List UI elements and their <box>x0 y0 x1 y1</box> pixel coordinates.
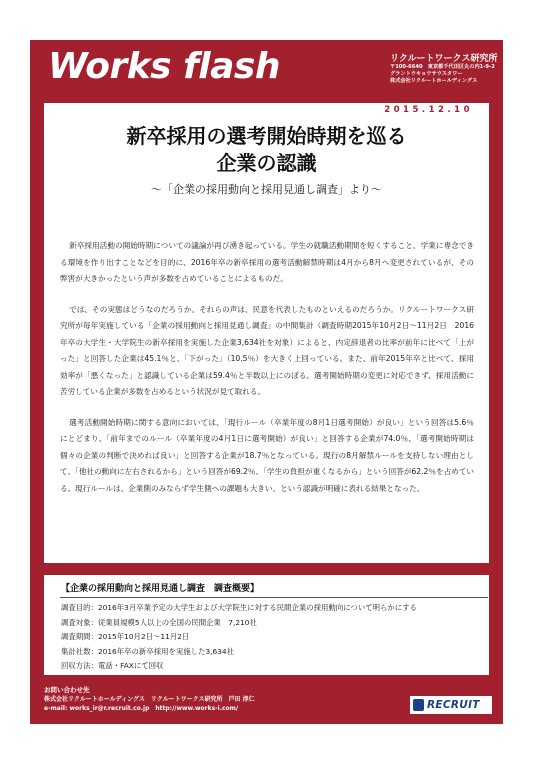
org-building-line: グラントウキョウサウスタワー <box>390 71 463 77</box>
subtitle: ～「企業の採用動向と採用見通し調査」より～ <box>151 183 382 196</box>
paragraph-2: では、その実態はどうなのだろうか。それらの声は、民意を代表したものといえるのだろうか。リクルートワークス研究所が毎年実施している「企業の採用動向と採用見通し調査」の中間集計（調査時期2015年10月2日～11月2日 2016年卒の大学生・大学院生の新卒採用を実施した企業3,634社を対象）によると、内定辞退者の比率が前年に比べて「上がった」と回答した企業は45.1％と、「下がった」（10.5％）を大きく上回っている。また、前年2015年卒と比べて、採用効率が「悪くなった」と認識している企業は59.4％と半数以上にのぼる。選考開始時期の変更に対応できず、採用活動に苦労している企業が多数を占めるという状況が見て取れる。 <box>60 304 474 396</box>
article-body <box>60 238 474 511</box>
title-line-1: 新卒採用の選考開始時期を巡る <box>126 124 407 148</box>
survey-summary <box>44 575 489 675</box>
summary-row-target: 調査対象：従業員規模5人以上の全国の民間企業 7,210社 <box>61 617 257 627</box>
summary-row-method: 回収方法：電話・FAXにて回収 <box>61 661 164 670</box>
recruit-logo <box>410 696 492 714</box>
article-panel <box>44 103 489 563</box>
works-flash-logo: Works flash <box>48 46 280 87</box>
contact-info <box>44 686 255 713</box>
summary-rows <box>61 601 486 674</box>
summary-row-count: 集計社数：2016年卒の新卒採用を実施した3,634社 <box>61 646 234 656</box>
issue-date: 2015.12.10 <box>384 105 473 115</box>
recruit-mark-icon <box>413 699 424 711</box>
org-name: リクルートワークス研究所 <box>390 54 498 64</box>
summary-divider <box>60 597 488 598</box>
org-address-line: 〒100-6640 東京都千代田区丸の内1-9-2 <box>390 64 495 70</box>
contact-email-url: e-mail: works_ir@r.recruit.co.jp http://www.works-i.com/ <box>44 705 239 712</box>
summary-row-period: 調査期間：2015年10月2日～11月2日 <box>61 632 190 641</box>
header <box>30 40 503 98</box>
paragraph-1: 新卒採用活動の開始時期についての議論が再び湧き起っている。学生の就職活動期間を短くすること、学業に専念できる環境を作り出すことなどを目的に、2016年卒の新卒採用の選考活動解禁時期は4月から8月へ変更されているが、その弊害が大きかったという声が多数を占めていることによるものだ。 <box>60 241 474 283</box>
org-company-line: 株式会社リクルートホールディングス <box>390 78 478 84</box>
recruit-wordmark: RECRUIT <box>427 699 480 711</box>
summary-heading: 【企業の採用動向と採用見通し調査 調査概要】 <box>61 584 260 594</box>
contact-person: 株式会社リクルートホールディングス リクルートワークス研究所 戸田 淳仁 <box>44 696 255 703</box>
contact-label: お問い合わせ先 <box>44 686 90 694</box>
organization-info <box>390 51 500 85</box>
paragraph-3: 選考活動開始時期に関する意向においては、「現行ルール（卒業年度の8月1日選考開始）が良い」という回答は5.6％にとどまり、「前年までのルール（卒業年度の4月1日に選考開始）が良い」と回答する企業が74.0％、「選考開始時期は個々の企業の判断で決めれば良い」と回答する企業が18.7％となっている。現行の8月解禁ルールを支持しない理由として、「他社の動向に左右されるから」という回答が69.2％、「学生の負担が重くなるから」という回答が62.2％を占めている。現行ルールは、企業側のみならず学生側への課題も大きい、という認識が明確に表れる結果となった。 <box>60 417 474 493</box>
summary-row-purpose: 調査目的：2016年3月卒業予定の大学生および大学院生に対する民間企業の採用動向について明らかにする <box>61 603 417 612</box>
title-line-2: 企業の認識 <box>216 151 317 175</box>
